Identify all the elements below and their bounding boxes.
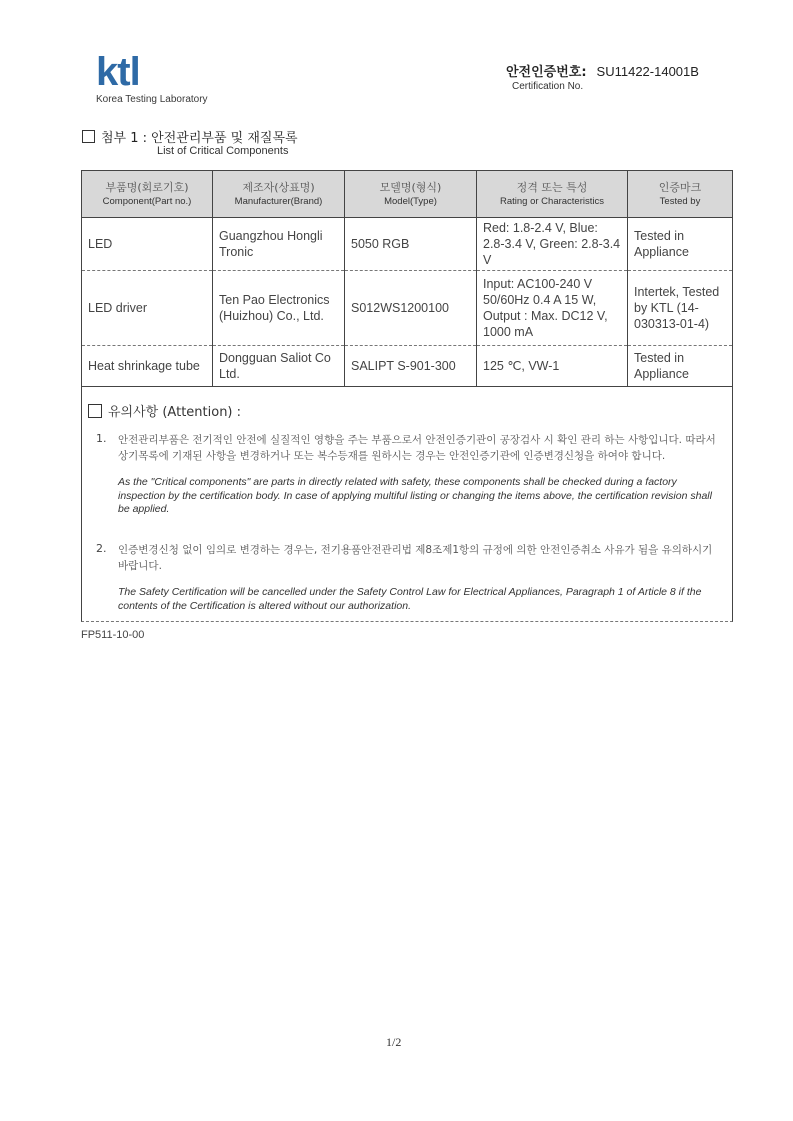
note-number: 1.	[96, 432, 107, 445]
cell-model: 5050 RGB	[345, 218, 477, 271]
certification-block	[506, 61, 699, 92]
table-row	[82, 271, 733, 346]
note-text-en: As the "Critical components" are parts in directly related with safety, these components shall be checked during a factory inspection by the certification body. In case of applying multiful listing or changing the items above, the certification revision shall be applied.	[118, 476, 712, 515]
cell-manufacturer: Dongguan Saliot Co Ltd.	[213, 346, 345, 387]
cell-rating: Red: 1.8-2.4 V, Blue: 2.8-3.4 V, Green: 2.8-3.4 V	[477, 218, 628, 271]
header-rating: 정격 또는 특성 Rating or Characteristics	[477, 171, 628, 218]
cell-rating: Input: AC100-240 V 50/60Hz 0.4 A 15 W, Output : Max. DC12 V, 1000 mA	[477, 271, 628, 346]
form-number: FP511-10-00	[81, 629, 145, 641]
cell-component: LED	[82, 218, 213, 271]
header-component: 부품명(회로기호) Component(Part no.)	[82, 171, 213, 218]
cell-model: SALIPT S-901-300	[345, 346, 477, 387]
cell-component: LED driver	[82, 271, 213, 346]
ktl-logo	[96, 52, 226, 105]
header-manufacturer: 제조자(상표명) Manufacturer(Brand)	[213, 171, 345, 218]
table-header-row	[82, 171, 733, 218]
attention-title	[88, 401, 241, 420]
attachment-title	[82, 127, 298, 146]
cell-model: S012WS1200100	[345, 271, 477, 346]
cert-number: SU11422-14001B	[596, 64, 699, 79]
attachment-title-en: List of Critical Components	[157, 145, 289, 157]
attention-title-text: 유의사항 (Attention) :	[108, 405, 242, 420]
checkbox-icon	[88, 404, 102, 418]
cell-manufacturer: Ten Pao Electronics (Huizhou) Co., Ltd.	[213, 271, 345, 346]
page-number: 1/2	[386, 1035, 402, 1049]
cell-manufacturer: Guangzhou Hongli Tronic	[213, 218, 345, 271]
logo-subtitle: Korea Testing Laboratory	[96, 94, 208, 105]
note-text-en: The Safety Certification will be cancelled under the Safety Control Law for Electrical Appliances, Paragraph 1 of Article 8 if the contents of the Certification is altered without our authorization.	[118, 586, 702, 612]
header-model: 모델명(형식) Model(Type)	[345, 171, 477, 218]
header-tested-by: 인증마크 Tested by	[628, 171, 733, 218]
table-row	[82, 346, 733, 387]
attachment-title-kr: 첨부 1 : 안전관리부품 및 재질목록	[101, 131, 298, 146]
cell-tested-by: Tested in Appliance	[628, 346, 733, 387]
note-text-kr: 안전관리부품은 전기적인 안전에 실질적인 영향을 주는 부품으로서 안전인증기관이 공장검사 시 확인 관리 하는 사항입니다. 따라서 상기목록에 기재된 사항을 변경하거나 또는 복수등재를 원하시는 경우는 안전인증기관에 인증변경신청을 하여야 합니다.	[118, 434, 716, 462]
note-number: 2.	[96, 542, 107, 555]
critical-components-table	[81, 170, 733, 387]
cell-tested-by: Tested in Appliance	[628, 218, 733, 271]
note-text-kr: 인증변경신청 없이 임의로 변경하는 경우는, 전기용품안전관리법 제8조제1항의 규정에 의한 안전인증취소 사유가 됨을 유의하시기 바랍니다.	[118, 544, 713, 572]
cell-tested-by: Intertek, Tested by KTL (14-030313-01-4)	[628, 271, 733, 346]
cell-component: Heat shrinkage tube	[82, 346, 213, 387]
cert-label-en: Certification No.	[512, 81, 584, 92]
checkbox-icon	[82, 130, 95, 143]
table-row	[82, 218, 733, 271]
cert-label-kr: 안전인증번호:	[506, 65, 587, 80]
attention-note-1	[96, 432, 716, 517]
logo-mark: ktl	[96, 50, 140, 94]
attention-note-2	[96, 542, 716, 613]
cell-rating: 125 ℃, VW-1	[477, 346, 628, 387]
